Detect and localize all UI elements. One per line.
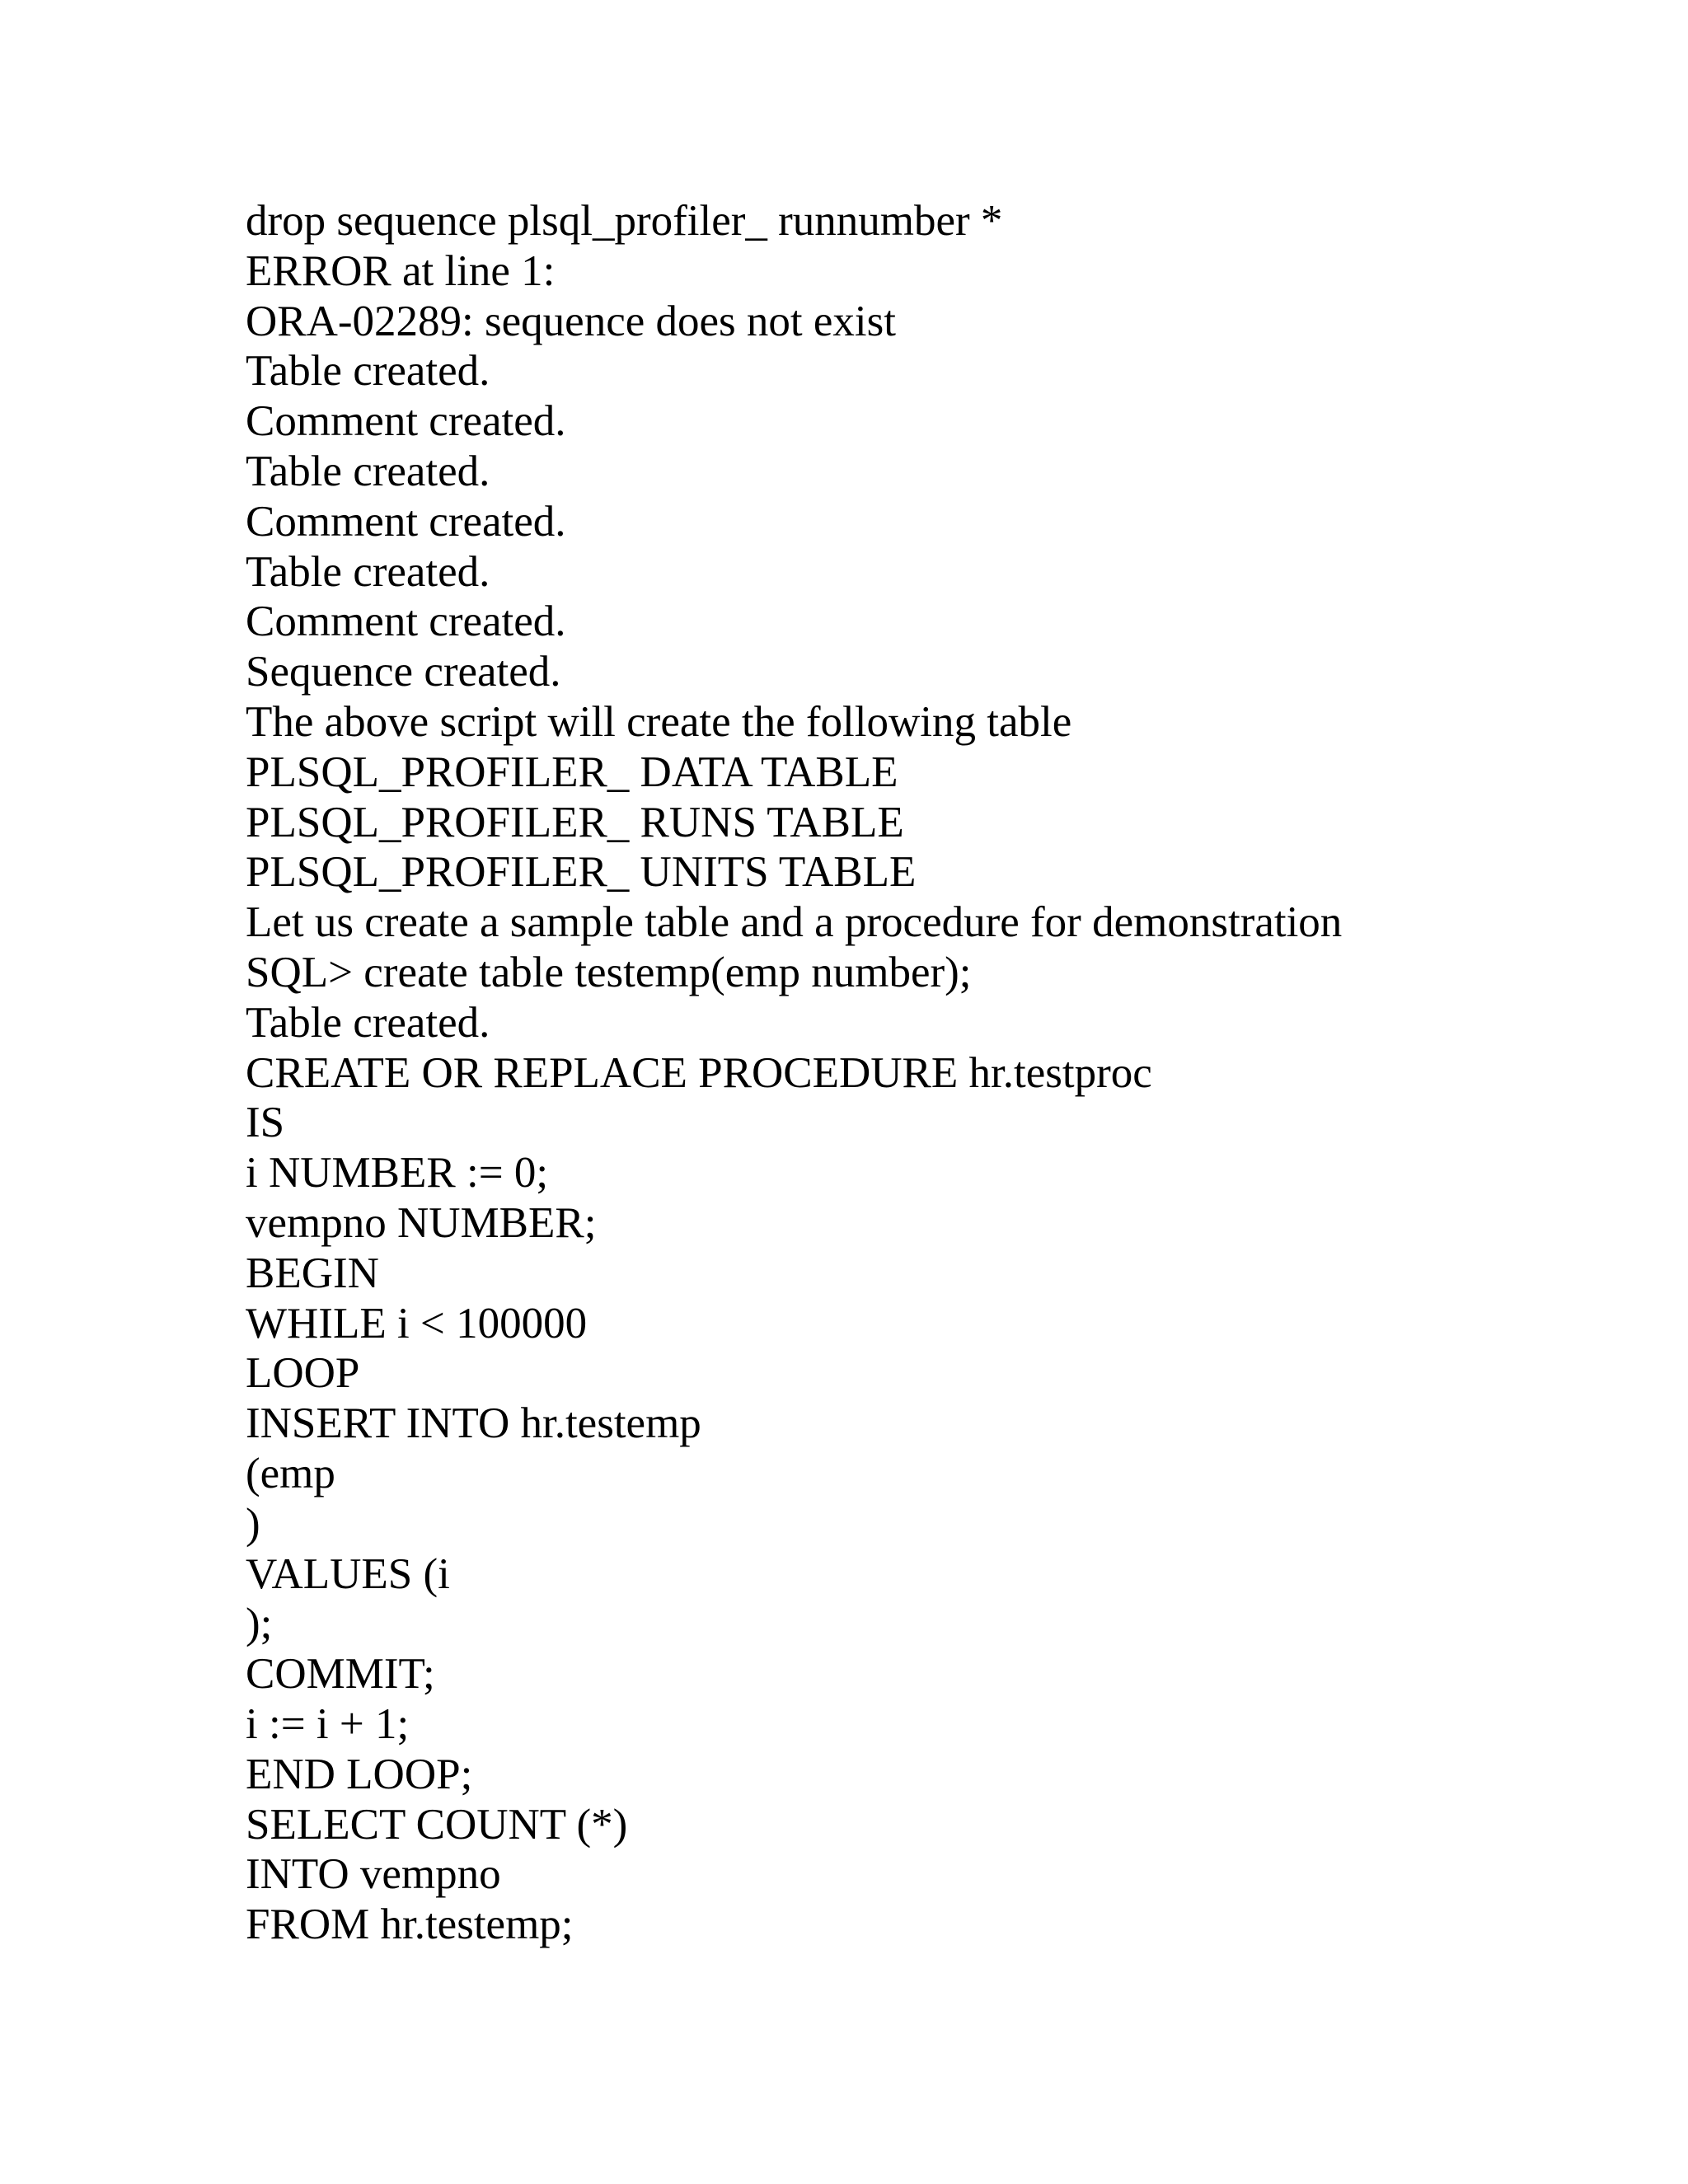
document-text-block: [246, 196, 1647, 1950]
document-line: FROM hr.testemp;: [246, 1900, 574, 1949]
document-line: COMMIT;: [246, 1650, 435, 1699]
document-line: The above script will create the following table: [246, 697, 1072, 746]
document-line: IS: [246, 1099, 285, 1147]
document-line: ): [246, 1499, 260, 1548]
document-line: i NUMBER := 0;: [246, 1149, 549, 1197]
document-line: SQL> create table testemp(emp number);: [246, 948, 972, 996]
document-line: ERROR at line 1:: [246, 246, 556, 295]
document-line: vempno NUMBER;: [246, 1198, 597, 1247]
document-line: Sequence created.: [246, 648, 561, 696]
document-line: Comment created.: [246, 598, 566, 646]
document-line: Let us create a sample table and a procedure for demonstration: [246, 898, 1343, 947]
document-line: Table created.: [246, 998, 490, 1047]
document-line: INSERT INTO hr.testemp: [246, 1399, 701, 1448]
document-line: Table created.: [246, 547, 490, 596]
document-line: drop sequence plsql_profiler_ runnumber *: [246, 197, 1003, 245]
document-line: CREATE OR REPLACE PROCEDURE hr.testproc: [246, 1048, 1152, 1097]
document-line: Table created.: [246, 347, 490, 396]
document-line: ORA-02289: sequence does not exist: [246, 297, 896, 345]
document-line: (emp: [246, 1449, 335, 1497]
document-line: Comment created.: [246, 397, 566, 446]
document-line: PLSQL_PROFILER_ DATA TABLE: [246, 748, 898, 796]
document-line: WHILE i < 100000: [246, 1299, 588, 1347]
document-line: INTO vempno: [246, 1850, 501, 1899]
document-line: Table created.: [246, 447, 490, 495]
document-line: Comment created.: [246, 497, 566, 546]
document-line: SELECT COUNT (*): [246, 1800, 628, 1849]
document-line: PLSQL_PROFILER_ RUNS TABLE: [246, 798, 904, 846]
document-line: BEGIN: [246, 1249, 379, 1297]
document-line: PLSQL_PROFILER_ UNITS TABLE: [246, 848, 917, 897]
document-line: END LOOP;: [246, 1750, 473, 1798]
document-line: );: [246, 1600, 273, 1648]
document-line: i := i + 1;: [246, 1699, 410, 1748]
document-line: LOOP: [246, 1349, 360, 1398]
document-line: VALUES (i: [246, 1549, 450, 1598]
